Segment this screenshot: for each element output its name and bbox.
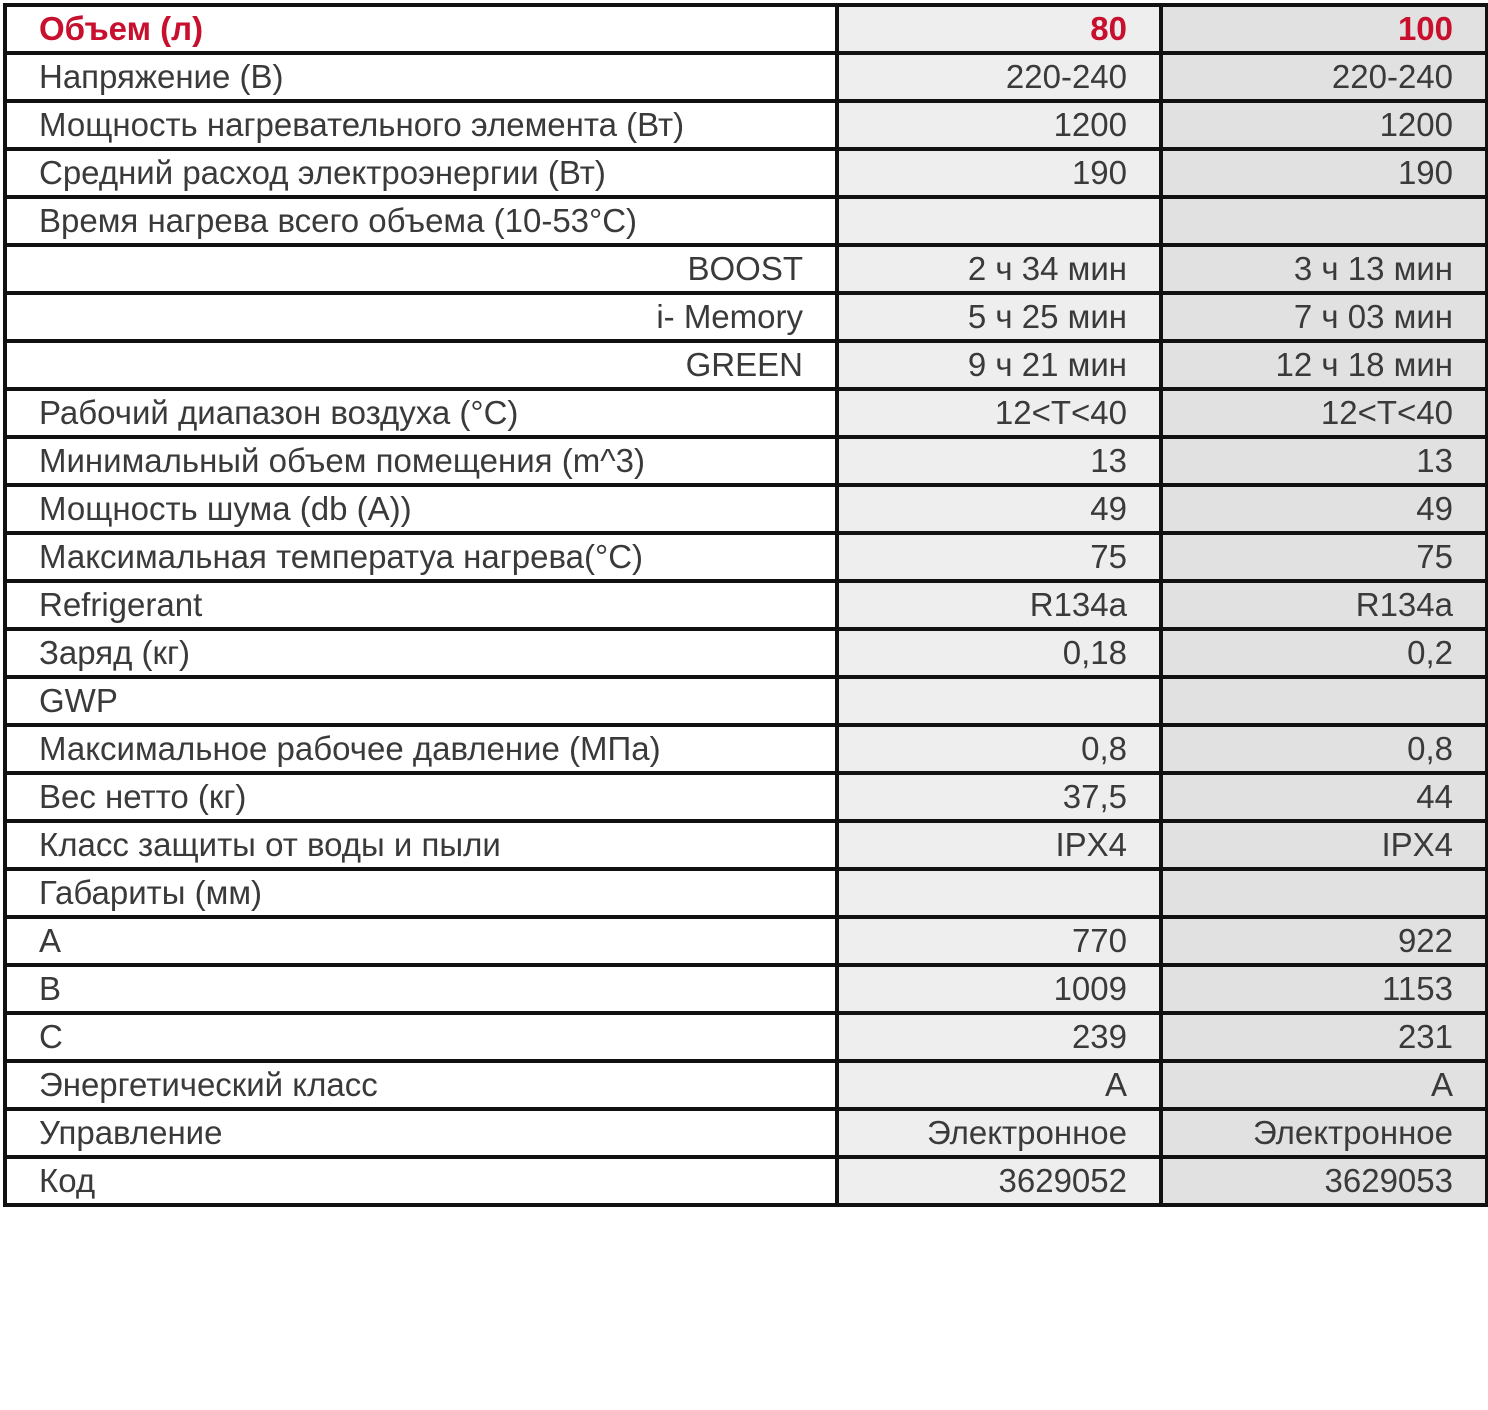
row-value-80: 37,5 (837, 773, 1161, 821)
row-value-100: 3629053 (1161, 1157, 1487, 1205)
row-value-100 (1161, 869, 1487, 917)
row-value-100: 220-240 (1161, 53, 1487, 101)
row-value-100: IPX4 (1161, 821, 1487, 869)
row-value-80: R134a (837, 581, 1161, 629)
table-row (5, 581, 1487, 629)
table-row (5, 725, 1487, 773)
row-label: Габариты (мм) (5, 869, 837, 917)
row-value-80: 2 ч 34 мин (837, 245, 1161, 293)
row-value-80: A (837, 1061, 1161, 1109)
row-label: Напряжение (В) (5, 53, 837, 101)
row-label: BOOST (5, 245, 837, 293)
row-value-100: 1153 (1161, 965, 1487, 1013)
row-value-100: R134a (1161, 581, 1487, 629)
table-row (5, 341, 1487, 389)
row-value-100 (1161, 197, 1487, 245)
row-value-100: 12 ч 18 мин (1161, 341, 1487, 389)
table-row (5, 437, 1487, 485)
row-label: Максимальная температуа нагрева(°С) (5, 533, 837, 581)
row-label: C (5, 1013, 837, 1061)
table-row (5, 53, 1487, 101)
row-label: Энергетический класс (5, 1061, 837, 1109)
table-row (5, 485, 1487, 533)
table-header-row (5, 5, 1487, 53)
table-row (5, 821, 1487, 869)
row-label: Максимальное рабочее давление (МПа) (5, 725, 837, 773)
row-value-100: 922 (1161, 917, 1487, 965)
table-row (5, 869, 1487, 917)
row-value-80: 1200 (837, 101, 1161, 149)
row-value-80: IPX4 (837, 821, 1161, 869)
row-value-80: 12<T<40 (837, 389, 1161, 437)
row-label: GWP (5, 677, 837, 725)
row-value-100: 3 ч 13 мин (1161, 245, 1487, 293)
table-row (5, 197, 1487, 245)
table-row (5, 389, 1487, 437)
row-value-100: A (1161, 1061, 1487, 1109)
row-value-80: 0,18 (837, 629, 1161, 677)
row-label: A (5, 917, 837, 965)
table-row (5, 101, 1487, 149)
table-row (5, 533, 1487, 581)
row-value-100: 75 (1161, 533, 1487, 581)
row-label: Класс защиты от воды и пыли (5, 821, 837, 869)
row-value-80: 0,8 (837, 725, 1161, 773)
row-label: Средний расход электроэнергии (Вт) (5, 149, 837, 197)
table-row (5, 965, 1487, 1013)
table-row (5, 773, 1487, 821)
header-volume-80: 80 (837, 5, 1161, 53)
row-label: Refrigerant (5, 581, 837, 629)
row-value-80: 9 ч 21 мин (837, 341, 1161, 389)
table-row (5, 677, 1487, 725)
table-row (5, 1013, 1487, 1061)
row-value-100: Электронное (1161, 1109, 1487, 1157)
row-value-100: 1200 (1161, 101, 1487, 149)
row-label: Время нагрева всего объема (10-53°С) (5, 197, 837, 245)
row-label: Минимальный объем помещения (m^3) (5, 437, 837, 485)
spec-table (3, 3, 1488, 1207)
row-label: Код (5, 1157, 837, 1205)
row-value-100: 231 (1161, 1013, 1487, 1061)
table-row (5, 1109, 1487, 1157)
row-value-80 (837, 197, 1161, 245)
row-value-80 (837, 677, 1161, 725)
table-row (5, 1061, 1487, 1109)
header-label: Объем (л) (5, 5, 837, 53)
row-value-80 (837, 869, 1161, 917)
row-value-100: 13 (1161, 437, 1487, 485)
row-label: GREEN (5, 341, 837, 389)
row-value-80: 3629052 (837, 1157, 1161, 1205)
row-value-100: 0,8 (1161, 725, 1487, 773)
row-label: Управление (5, 1109, 837, 1157)
row-value-100 (1161, 677, 1487, 725)
row-value-80: 13 (837, 437, 1161, 485)
row-value-100: 190 (1161, 149, 1487, 197)
row-value-80: 5 ч 25 мин (837, 293, 1161, 341)
row-label: Мощность шума (db (A)) (5, 485, 837, 533)
row-value-80: Электронное (837, 1109, 1161, 1157)
row-label: Рабочий диапазон воздуха (°С) (5, 389, 837, 437)
row-value-80: 75 (837, 533, 1161, 581)
row-label: Вес нетто (кг) (5, 773, 837, 821)
row-label: Заряд (кг) (5, 629, 837, 677)
row-value-100: 0,2 (1161, 629, 1487, 677)
row-label: Мощность нагревательного элемента (Вт) (5, 101, 837, 149)
table-row (5, 293, 1487, 341)
table-row (5, 917, 1487, 965)
row-value-80: 239 (837, 1013, 1161, 1061)
row-value-80: 220-240 (837, 53, 1161, 101)
table-row (5, 245, 1487, 293)
row-value-80: 190 (837, 149, 1161, 197)
table-row (5, 1157, 1487, 1205)
row-label: B (5, 965, 837, 1013)
header-volume-100: 100 (1161, 5, 1487, 53)
row-value-80: 1009 (837, 965, 1161, 1013)
row-value-100: 44 (1161, 773, 1487, 821)
row-value-80: 770 (837, 917, 1161, 965)
table-row (5, 149, 1487, 197)
table-row (5, 629, 1487, 677)
row-value-100: 12<T<40 (1161, 389, 1487, 437)
row-label: i- Memory (5, 293, 837, 341)
row-value-100: 7 ч 03 мин (1161, 293, 1487, 341)
row-value-80: 49 (837, 485, 1161, 533)
row-value-100: 49 (1161, 485, 1487, 533)
